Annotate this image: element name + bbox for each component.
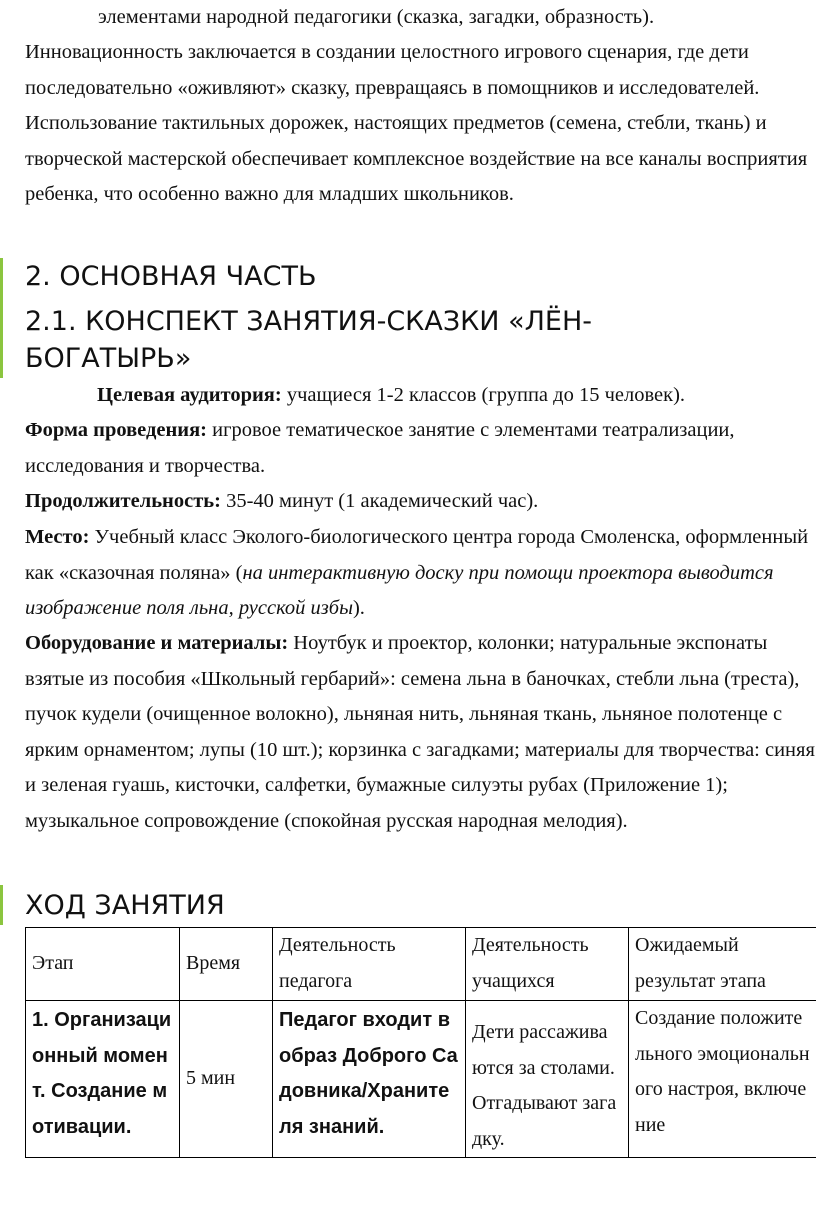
row-time: 5 мин [180,1001,273,1158]
audience-value: учащиеся 1-2 классов (группа до 15 человек). [281,384,686,406]
place-italic: на интерактивную доску при помощи проектора выводится изображение поля льна, русской избы [25,561,774,619]
intro-paragraph: Инновационность заключается в создании целостного игрового сценария, где дети последовательно «оживляют» сказку, превращаясь в помощников и исследователей. Использование тактильных дорожек, настоящих предметов (семена, стебли, ткань) и творческой мастерской обеспечивает комплексное воздействие на все каналы восприятия ребенка, что особенно важно для младших школьников. [25,41,808,205]
header-teacher: Деятельность педагога [273,928,466,1001]
header-result: Ожидаемый результат этапа [629,928,816,1001]
progress-accent-bar [0,885,3,925]
place-end: ). [352,597,365,619]
place-line [25,520,815,627]
duration-label: Продолжительность: [25,490,221,512]
equipment-label: Оборудование и материалы: [25,632,289,654]
audience-line [25,378,815,414]
intro-first-line: элементами народной педагогики (сказка, загадки, образность). [98,6,655,28]
table-header-row [26,928,816,1001]
section-title: 2. ОСНОВНАЯ ЧАСТЬ [25,261,317,292]
header-stage: Этап [26,928,180,1001]
header-time: Время [180,928,273,1001]
progress-title: ХОД ЗАНЯТИЯ [25,890,225,921]
section-subtitle: 2.1. КОНСПЕКТ ЗАНЯТИЯ-СКАЗКИ «ЛЁН-БОГАТЫРЬ» [25,306,592,374]
section-accent-bar [0,258,3,378]
row-stage: 1. Организационный момент. Создание мотивации. [26,1001,180,1158]
row-result: Создание положительного эмоционального настроя, включение [629,1001,816,1158]
place-label: Место: [25,526,90,548]
equipment-value: Ноутбук и проектор, колонки; натуральные экспонаты взятые из пособия «Школьный гербарий»: семена льна в баночках, стебли льна (треста), пучок кудели (очищенное волокно), льняная нить, льняная ткань, льняное полотенце с ярким орнаментом; лупы (10 шт.); корзинка с загадками; материалы для творчества: синяя и зеленая гуашь, кисточки, салфетки, бумажные силуэты рубах (Приложение 1); музыкальное сопровождение (спокойная русская народная мелодия). [25,632,815,832]
audience-label: Целевая аудитория: [97,384,282,406]
equipment-line [25,626,815,839]
form-line [25,413,815,484]
place-value: Учебный класс Эколого-биологического центра города Смоленска, оформленный как «сказочная поляна» ( [25,526,809,584]
form-value: игровое тематическое занятие с элементами театрализации, исследования и творчества. [25,419,735,477]
form-label: Форма проведения: [25,419,208,441]
lesson-plan-table [25,927,816,1158]
duration-line [25,484,815,520]
row-students: Дети рассаживаются за столами. Отгадывают загадку. [466,1001,629,1158]
table-row [26,1001,816,1158]
row-teacher: Педагог входит в образ Доброго Садовника/Хранителя знаний. [273,1001,466,1158]
header-students: Деятельность учащихся [466,928,629,1001]
duration-value: 35-40 минут (1 академический час). [220,490,539,512]
